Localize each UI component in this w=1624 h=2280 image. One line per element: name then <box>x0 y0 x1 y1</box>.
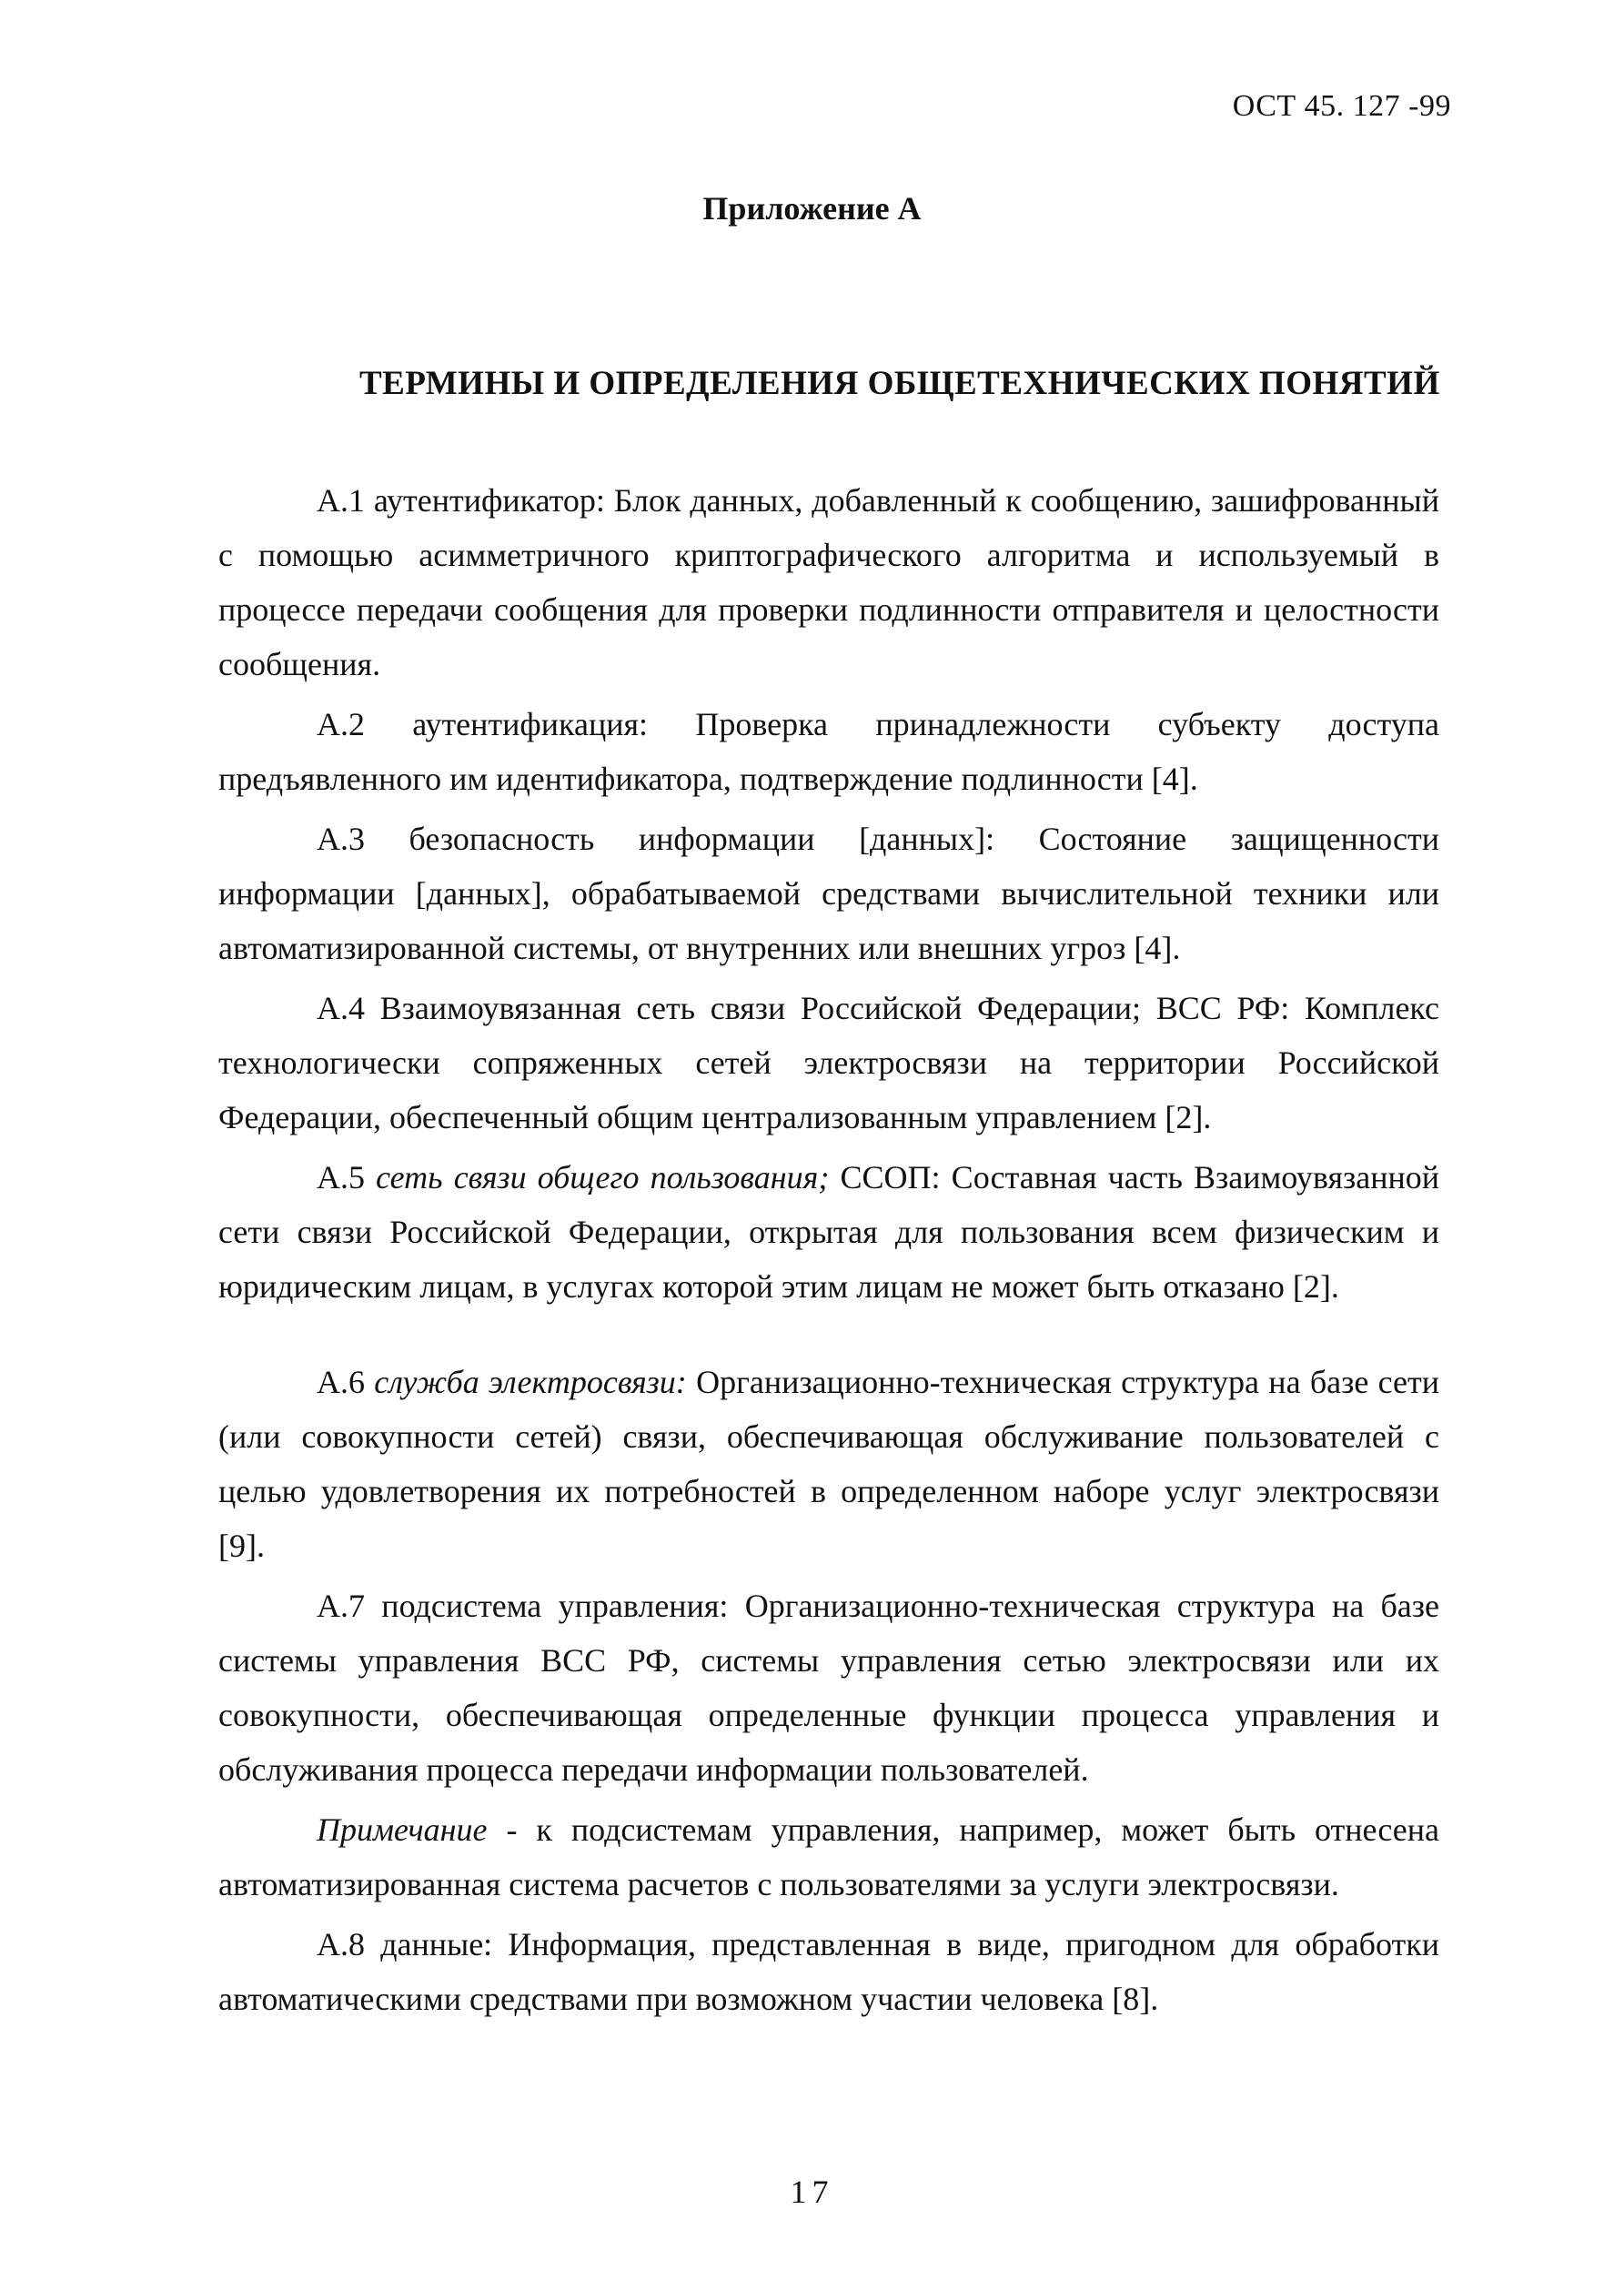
definitions-body <box>218 473 1439 2026</box>
note-text: - к подсистемам управления, например, может быть отнесена автоматизированная система расчетов с пользователями за услуги электросвязи. <box>218 1811 1439 1902</box>
section-title: ТЕРМИНЫ И ОПРЕДЕЛЕНИЯ ОБЩЕТЕХНИЧЕСКИХ ПОНЯТИЙ <box>359 365 1440 402</box>
note-label: Примечание <box>317 1811 488 1848</box>
definition-term: служба электросвязи: <box>374 1364 687 1400</box>
definition-a1: А.1 аутентификатор: Блок данных, добавленный к сообщению, зашифрованный с помощью асимметричного криптографического алгоритма и используемый в процессе передачи сообщения для проверки подлинности отправителя и целостности сообщения. <box>218 482 1439 682</box>
definition-a7: А.7 подсистема управления: Организационно-техническая структура на базе системы управления ВСС РФ, системы управления сетью электросвязи или их совокупности, обеспечивающая определенные функции процесса управления и обслуживания процесса передачи информации пользователей. <box>218 1588 1439 1788</box>
definition-a2: А.2 аутентификация: Проверка принадлежности субъекту доступа предъявленного им идентификатора, подтверждение подлинности [4]. <box>218 706 1439 797</box>
definition-number: А.6 <box>317 1364 365 1400</box>
note <box>218 1802 1439 1912</box>
definition-text: ССОП: Составная часть Взаимоувязанной сети связи Российской Федерации, открытая для пользования всем физическим и юридическим лицам, в услугах которой этим лицам не может быть отказано [2]. <box>218 1159 1439 1305</box>
definition-a3: А.3 безопасность информации [данных]: Состояние защищенности информации [данных], обрабатываемой средствами вычислительной техники или автоматизированной системы, от внутренних или внешних угроз [4]. <box>218 821 1439 966</box>
definition-a4: А.4 Взаимоувязанная сеть связи Российской Федерации; ВСС РФ: Комплекс технологически сопряженных сетей электросвязи на территории Российской Федерации, обеспеченный общим централизованным управлением [2]. <box>218 990 1439 1135</box>
document-code: ОСТ 45. 127 -99 <box>1232 89 1451 123</box>
definition-a6 <box>218 1355 1439 1573</box>
definition-text: Организационно-техническая структура на базе сети (или совокупности сетей) связи, обеспечивающая обслуживание пользователей с целью удовлетворения их потребностей в определенном наборе услуг электросвязи [9]. <box>218 1364 1440 1564</box>
appendix-title: Приложение А <box>702 190 922 227</box>
definition-a5 <box>218 1150 1439 1314</box>
page-number: 17 <box>790 2174 834 2210</box>
definition-term: сеть связи общего пользования; <box>376 1159 830 1195</box>
definition-number: А.5 <box>317 1159 365 1195</box>
definition-a8: А.8 данные: Информация, представленная в виде, пригодном для обработки автоматическими средствами при возможном участии человека [8]. <box>218 1926 1439 2017</box>
